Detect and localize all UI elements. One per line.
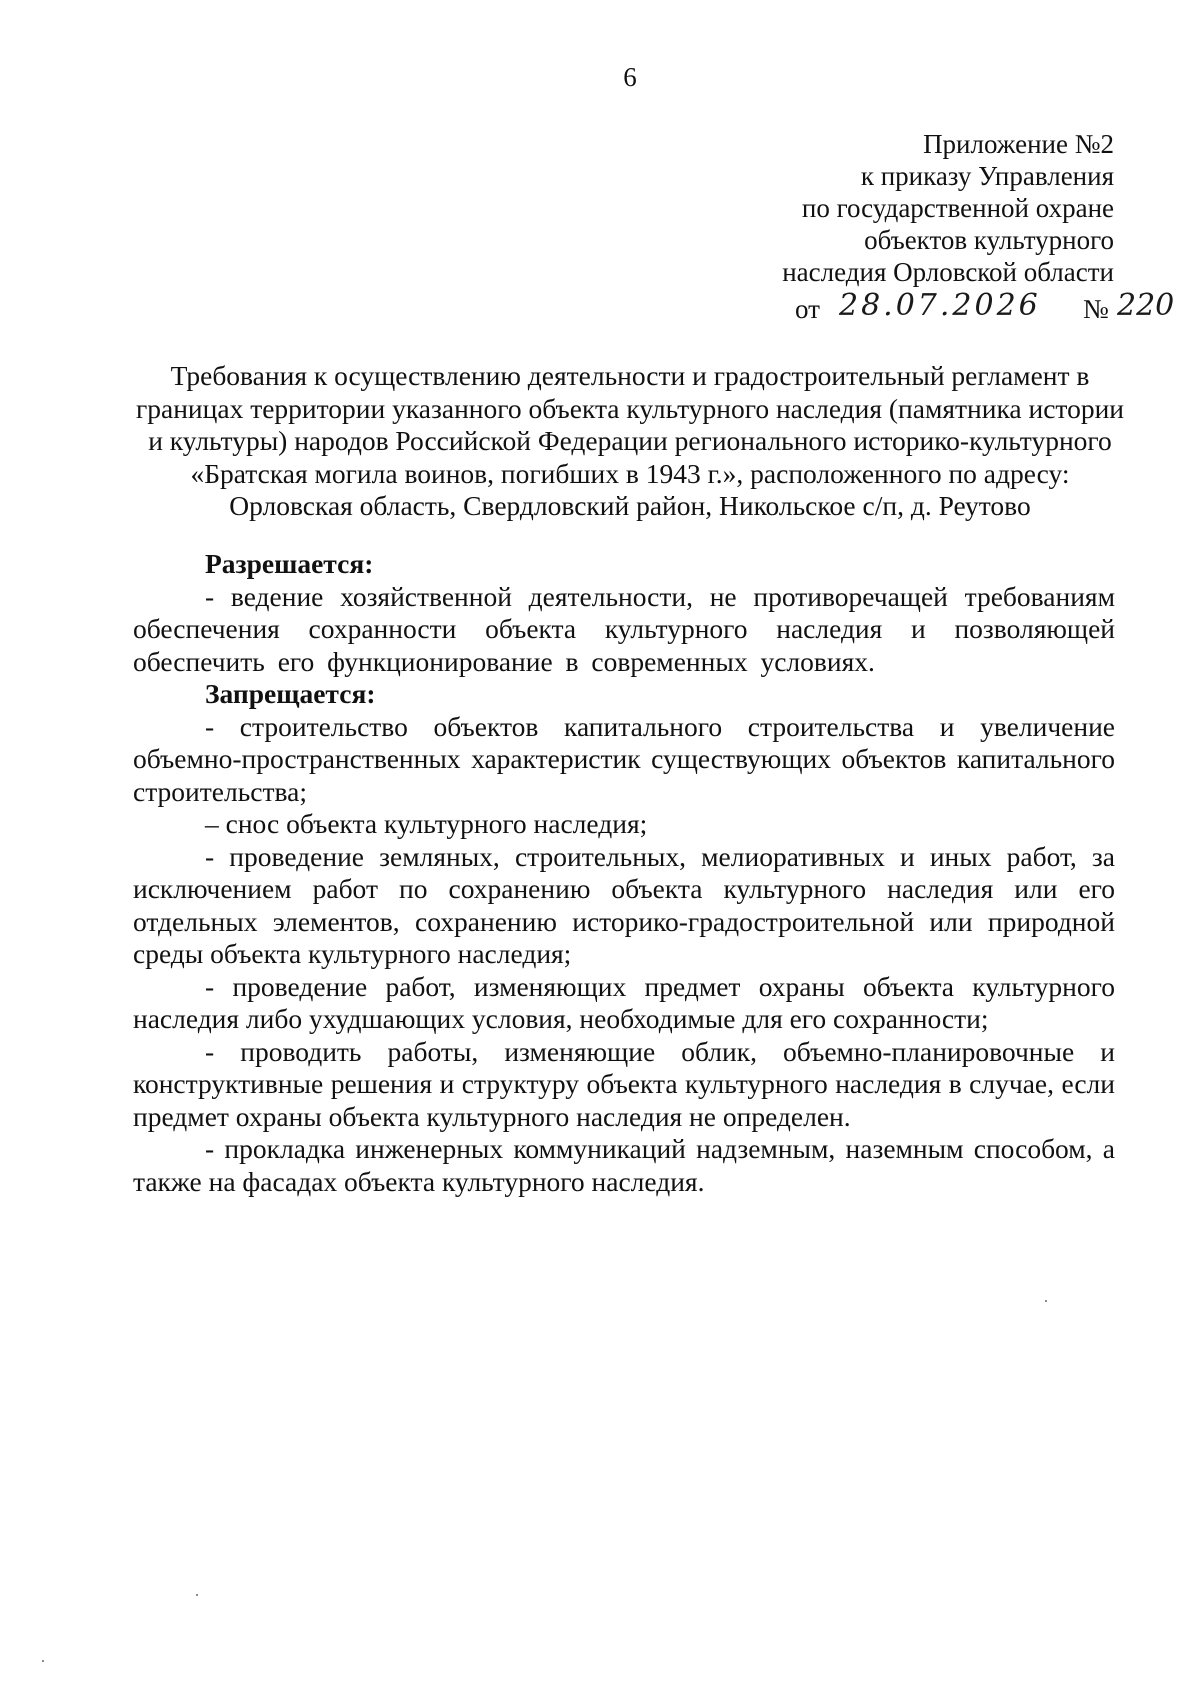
prohibited-item: – снос объекта культурного наследия; <box>205 808 648 839</box>
appendix-line: Приложение №2 <box>923 129 1114 159</box>
appendix-line: объектов культурного <box>864 225 1114 255</box>
from-label: от <box>795 294 820 324</box>
scan-speck <box>196 1594 198 1596</box>
prohibited-item: - строительство объектов капитального строительства и увеличение объемно-пространственных характеристик существующих объектов капитального строительства; <box>133 710 1115 807</box>
allowed-heading: Разрешается: <box>205 548 374 579</box>
allowed-item: - ведение хозяйственной деятельности, не противоречащей требованиям обеспечения сохранности объекта культурного наследия и позволяющей обеспечить его функционирование в современных условиях. <box>133 580 1115 677</box>
appendix-header <box>782 128 1114 288</box>
number-label: № <box>1083 294 1109 324</box>
appendix-line: к приказу Управления <box>860 161 1114 191</box>
document-body <box>133 548 1115 1198</box>
page-number: 6 <box>623 62 637 92</box>
prohibited-item: - проводить работы, изменяющие облик, объемно-планировочные и конструктивные решения и структуру объекта культурного наследия в случае, если предмет охраны объекта культурного наследия не определен. <box>133 1035 1115 1132</box>
prohibited-item: - проведение работ, изменяющих предмет охраны объекта культурного наследия либо ухудшающих условия, необходимые для его сохранности; <box>133 970 1115 1034</box>
appendix-line: по государственной охране <box>801 193 1114 223</box>
prohibited-item: - проведение земляных, строительных, мелиоративных и иных работ, за исключением работ по сохранению объекта культурного наследия или его отдельных элементов, сохранению историко-градостроительной или природной среды объекта культурного наследия; <box>133 840 1115 969</box>
scan-speck <box>42 1660 44 1662</box>
scan-speck <box>1045 1300 1047 1302</box>
order-date-number <box>795 288 1175 330</box>
appendix-line: наследия Орловской области <box>782 257 1114 287</box>
prohibited-heading: Запрещается: <box>205 678 376 709</box>
handwritten-number: 220 <box>1117 288 1175 323</box>
prohibited-item: - прокладка инженерных коммуникаций надземным, наземным способом, а также на фасадах объекта культурного наследия. <box>133 1133 1115 1197</box>
document-title: Требования к осуществлению деятельности и градостроительный регламент в границах территории указанного объекта культурного наследия (памятника истории и культуры) народов Российской Федерации регионального историко-культурного «Братская могила воинов, погибших в 1943 г.», расположенного по адресу: Орловская область, Свердловский район, Никольское с/п, д. Реутово <box>135 360 1125 521</box>
handwritten-date: 28.07.2026 <box>839 288 1041 323</box>
